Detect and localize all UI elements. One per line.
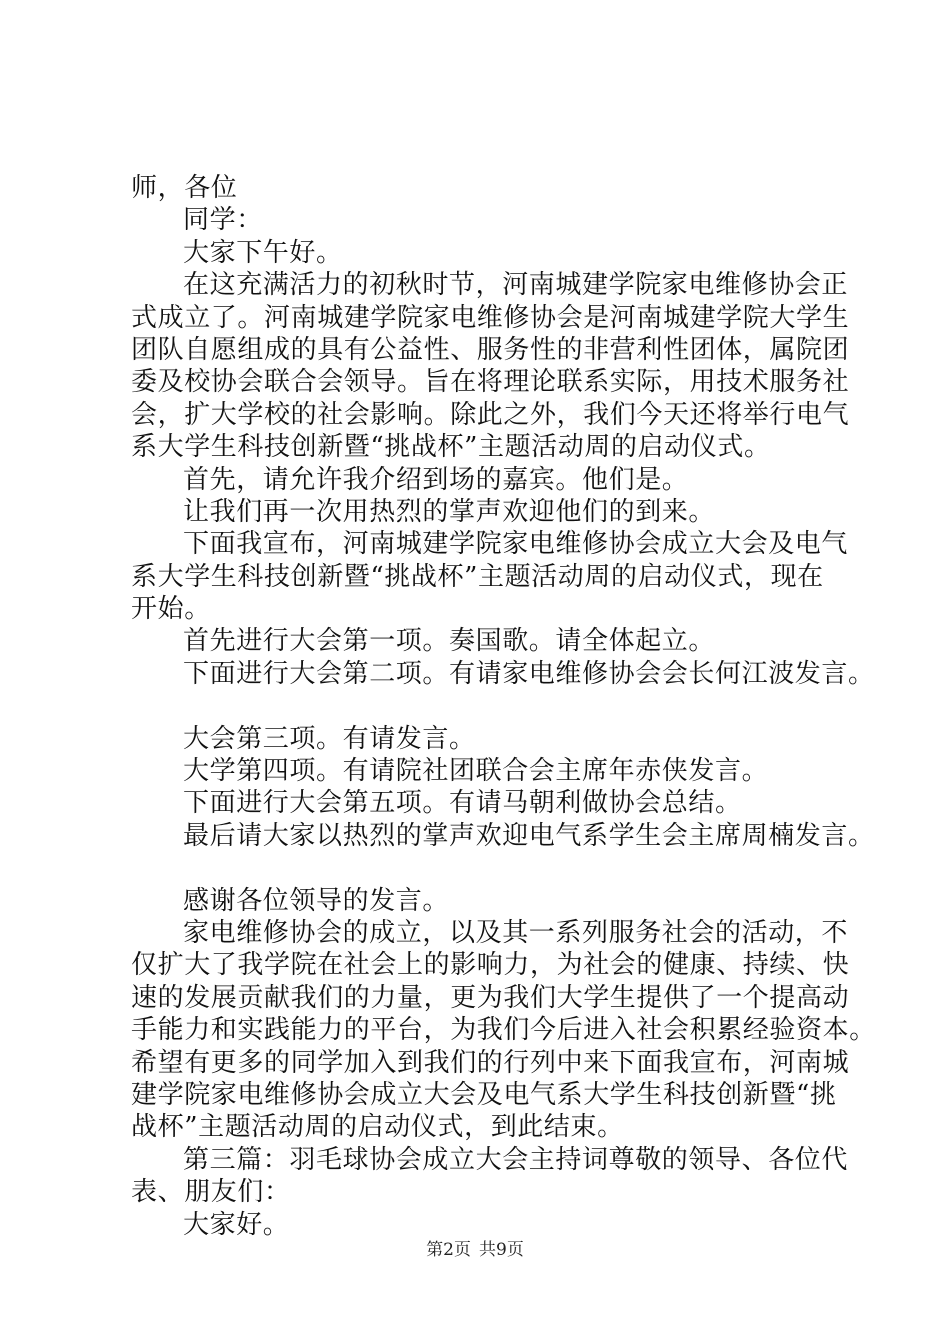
text-line: 大会第三项。有请发言。 xyxy=(183,723,476,754)
text-line: 大家好。 xyxy=(183,1209,290,1240)
page-number: 第2页 xyxy=(426,1240,471,1260)
text-line: 速的发展贡献我们的力量，更为我们大学生提供了一个提高动 xyxy=(131,982,850,1013)
text-line: 家电维修协会的成立，以及其一系列服务社会的活动，不 xyxy=(183,917,849,948)
text-line: 在这充满活力的初秋时节，河南城建学院家电维修协会正 xyxy=(183,270,849,301)
text-line: 下面我宣布，河南城建学院家电维修协会成立大会及电气 xyxy=(183,529,849,560)
text-line: 会，扩大学校的社会影响。除此之外，我们今天还将举行电气 xyxy=(131,399,850,430)
text-line: 第三篇：羽毛球协会成立大会主持词尊敬的领导、各位代 xyxy=(183,1144,849,1175)
text-line: 感谢各位领导的发言。 xyxy=(183,885,450,916)
text-line: 式成立了。河南城建学院家电维修协会是河南城建学院大学生 xyxy=(131,302,850,333)
text-line: 系大学生科技创新暨“挑战杯”主题活动周的启动仪式。 xyxy=(131,432,771,463)
text-line: 仅扩大了我学院在社会上的影响力，为社会的健康、持续、快 xyxy=(131,950,850,981)
text-line: 大家下午好。 xyxy=(183,237,343,268)
text-line: 表、朋友们： xyxy=(131,1177,291,1208)
text-line: 让我们再一次用热烈的掌声欢迎他们的到来。 xyxy=(183,496,716,527)
text-line: 系大学生科技创新暨“挑战杯”主题活动周的启动仪式，现在 xyxy=(131,561,824,592)
text-line: 最后请大家以热烈的掌声欢迎电气系学生会主席周楠发言。 xyxy=(183,820,875,851)
page-total: 共9页 xyxy=(479,1240,524,1260)
document-body xyxy=(131,172,876,1241)
text-line: 下面进行大会第五项。有请马朝利做协会总结。 xyxy=(183,788,742,819)
text-line: 下面进行大会第二项。有请家电维修协会会长何江波发言。 xyxy=(183,658,875,689)
text-line: 开始。 xyxy=(131,594,211,625)
page-footer xyxy=(0,1239,950,1261)
blank-line xyxy=(131,852,851,884)
blank-line xyxy=(131,690,851,722)
text-line: 战杯”主题活动周的启动仪式，到此结束。 xyxy=(131,1112,624,1143)
text-line: 手能力和实践能力的平台，为我们今后进入社会积累经验资本。 xyxy=(131,1015,876,1046)
text-line: 同学： xyxy=(183,205,263,236)
text-line: 希望有更多的同学加入到我们的行列中来下面我宣布，河南城 xyxy=(131,1047,850,1078)
text-line: 首先进行大会第一项。奏国歌。请全体起立。 xyxy=(183,626,716,657)
text-line: 委及校协会联合会领导。旨在将理论联系实际，用技术服务社 xyxy=(131,367,850,398)
text-line: 建学院家电维修协会成立大会及电气系大学生科技创新暨“挑 xyxy=(131,1079,837,1110)
text-line: 团队自愿组成的具有公益性、服务性的非营利性团体，属院团 xyxy=(131,334,850,365)
text-line: 大学第四项。有请院社团联合会主席年赤侠发言。 xyxy=(183,756,769,787)
text-line: 首先，请允许我介绍到场的嘉宾。他们是。 xyxy=(183,464,689,495)
text-line: 师，各位 xyxy=(131,173,238,203)
